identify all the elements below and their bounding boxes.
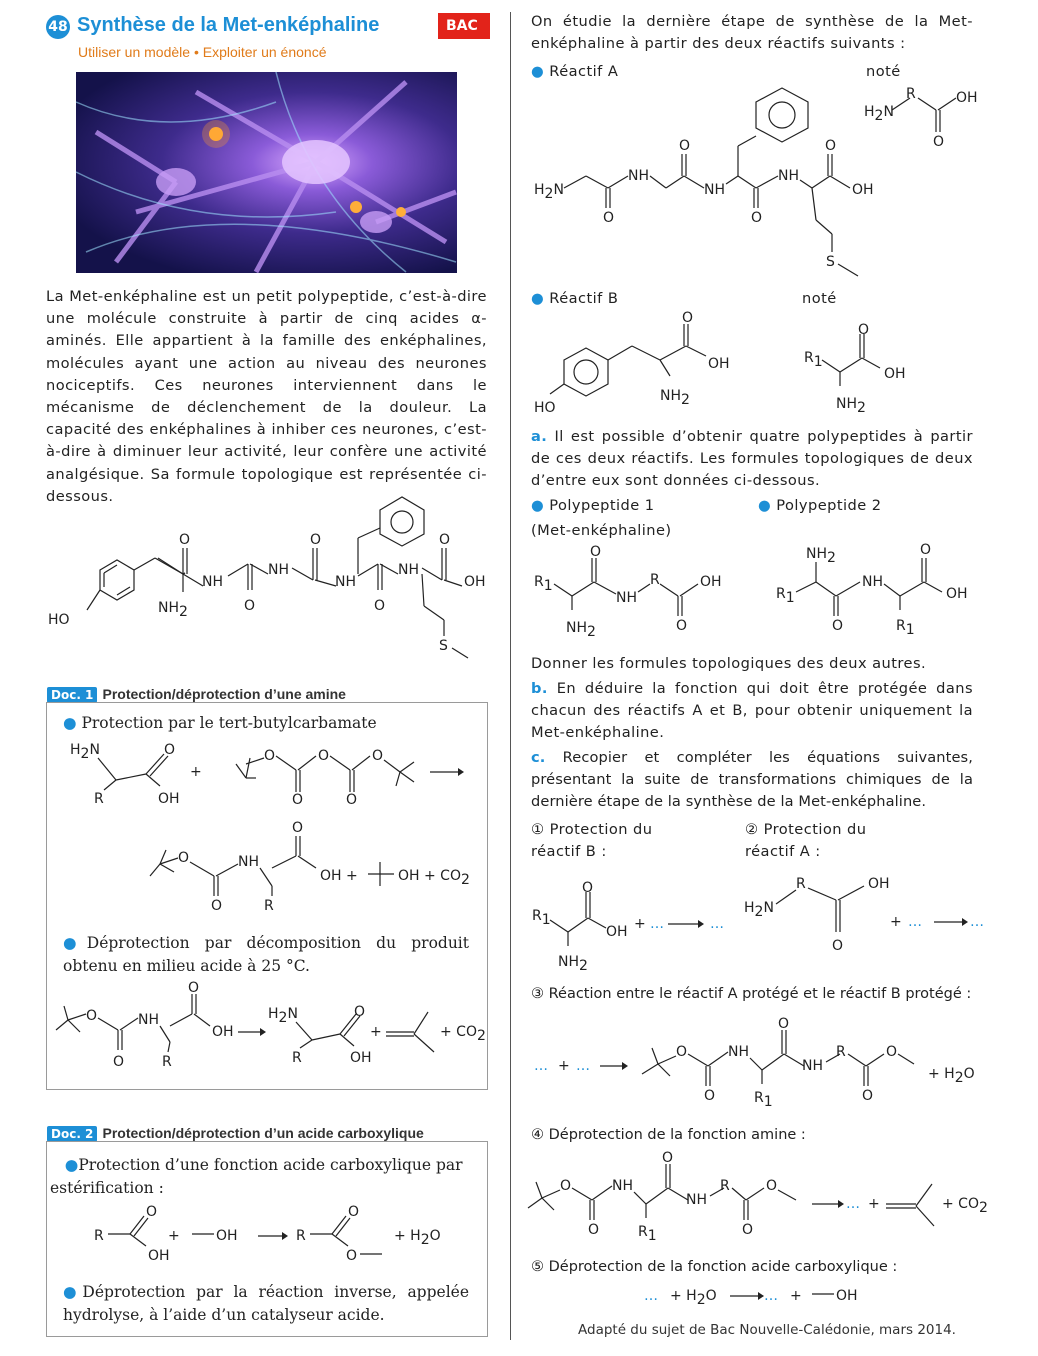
svg-text:NH: NH xyxy=(616,590,637,606)
svg-text:R1: R1 xyxy=(754,1090,773,1110)
svg-text:O: O xyxy=(582,880,594,896)
reactif-b-text: Réactif B xyxy=(549,290,619,307)
bac-badge: BAC xyxy=(438,13,490,39)
svg-text:OH: OH xyxy=(708,356,730,372)
svg-text:R: R xyxy=(296,1228,306,1244)
svg-text:NH2: NH2 xyxy=(558,954,588,974)
svg-text:OH: OH xyxy=(852,182,874,198)
reactif-a-short-formula xyxy=(860,84,980,154)
doc1-protection-equation xyxy=(50,740,480,920)
svg-text:R: R xyxy=(264,898,274,914)
svg-text:O: O xyxy=(825,138,837,154)
reactif-b-note: noté xyxy=(802,290,837,307)
svg-text:O: O xyxy=(346,792,358,808)
doc1-title: Protection/déprotection d’une amine xyxy=(102,686,346,702)
svg-text:R1: R1 xyxy=(896,618,915,638)
svg-text:O: O xyxy=(588,1222,600,1238)
polypeptide2-structure xyxy=(776,540,986,640)
svg-text:R1: R1 xyxy=(776,586,795,606)
reactif-b-short-formula xyxy=(800,316,920,416)
reactif-a-label: ● Réactif A xyxy=(531,63,619,80)
doc1-header xyxy=(47,684,346,703)
svg-text:O: O xyxy=(292,820,304,836)
reactif-b-structure xyxy=(532,306,752,416)
svg-text:HO: HO xyxy=(534,400,556,416)
svg-text:O: O xyxy=(264,748,276,764)
svg-text:OH: OH xyxy=(946,586,968,602)
svg-text:R: R xyxy=(94,1228,104,1244)
svg-text:O: O xyxy=(832,618,844,634)
svg-text:OH: OH xyxy=(836,1288,858,1304)
svg-text:O: O xyxy=(676,618,688,634)
source-note: Adapté du sujet de Bac Nouvelle-Calédonie, mars 2014. xyxy=(578,1322,956,1338)
svg-text:O: O xyxy=(348,1204,360,1220)
svg-text:O: O xyxy=(318,748,330,764)
svg-text:NH2: NH2 xyxy=(836,396,866,416)
svg-text:…: … xyxy=(846,1196,860,1212)
svg-text:O: O xyxy=(164,742,176,758)
svg-text:+ H2O: + H2O xyxy=(670,1288,717,1308)
svg-text:O: O xyxy=(662,1150,674,1166)
svg-text:NH: NH xyxy=(335,574,356,590)
polypeptide2-label: ● Polypeptide 2 xyxy=(758,497,882,514)
svg-text:H2N: H2N xyxy=(534,182,564,202)
doc2-header xyxy=(47,1123,424,1142)
polypeptide1-text: Polypeptide 1 xyxy=(549,497,655,514)
polypeptide1-label: ● Polypeptide 1 xyxy=(531,497,655,514)
svg-text:O: O xyxy=(86,1008,98,1024)
question-b-label: b. xyxy=(531,680,548,697)
question-c-text: Recopier et compléter les équations suivantes, présentant la suite de transformations chimiques de la dernière étape de la synthèse de la Met-enképhaline. xyxy=(531,749,973,811)
svg-text:O: O xyxy=(858,322,870,338)
svg-text:…: … xyxy=(908,914,922,930)
step3-label: ③ Réaction entre le réactif A protégé et le réactif B protégé : xyxy=(531,986,972,1002)
svg-text:+: + xyxy=(868,1196,880,1212)
svg-text:OH: OH xyxy=(868,876,890,892)
polypeptide1-sub: (Met-enképhaline) xyxy=(531,522,672,539)
svg-text:OH: OH xyxy=(158,791,180,807)
svg-text:O: O xyxy=(560,1178,572,1194)
doc2-badge: Doc. 2 xyxy=(47,1126,97,1142)
svg-text:…: … xyxy=(576,1058,590,1074)
svg-text:+: + xyxy=(190,764,202,780)
svg-text:H2N: H2N xyxy=(70,742,100,762)
question-b xyxy=(531,678,973,745)
doc2-title: Protection/déprotection d’un acide carboxylique xyxy=(102,1125,424,1141)
svg-text:NH2: NH2 xyxy=(660,388,690,408)
reactif-b-label: ● Réactif B xyxy=(531,290,619,307)
doc2-bullet2-text: Déprotection par la réaction inverse, appelée hydrolyse, à l’aide d’un catalyseur acide. xyxy=(63,1283,469,1324)
svg-text:O: O xyxy=(346,1248,358,1264)
svg-text:R: R xyxy=(162,1054,172,1070)
question-b-text: En déduire la fonction qui doit être protégée dans chacun des réactifs A et B, pour obtenir uniquement la Met-enképhaline. xyxy=(531,680,973,742)
svg-text:NH: NH xyxy=(612,1178,633,1194)
svg-text:NH: NH xyxy=(778,168,799,184)
right-intro: On étudie la dernière étape de synthèse de la Met-enképhaline à partir des deux réactifs suivants : xyxy=(531,13,973,53)
exercise-number: 48 xyxy=(46,15,70,39)
svg-text:NH: NH xyxy=(628,168,649,184)
svg-text:+: + xyxy=(370,1024,382,1040)
svg-text:+: + xyxy=(634,916,646,932)
svg-text:NH: NH xyxy=(268,562,289,578)
doc1-bullet2: ●Déprotection par décomposition du produit obtenu en milieu acide à 25 °C. xyxy=(63,934,469,975)
svg-text:O: O xyxy=(113,1054,125,1070)
svg-text:R: R xyxy=(796,876,806,892)
doc2-bullet1: ●Protection d’une fonction acide carboxylique par estérification : xyxy=(50,1156,463,1197)
svg-text:R1: R1 xyxy=(638,1224,657,1244)
svg-text:NH: NH xyxy=(398,562,419,578)
svg-text:OH: OH xyxy=(884,366,906,382)
svg-text:+: + xyxy=(890,914,902,930)
doc2-bullet2: ●Déprotection par la réaction inverse, appelée hydrolyse, à l’aide d’un catalyseur acide. xyxy=(63,1283,469,1324)
svg-text:OH + CO2: OH + CO2 xyxy=(398,868,470,888)
svg-text:O: O xyxy=(603,210,615,226)
svg-text:O: O xyxy=(374,598,386,614)
svg-text:NH: NH xyxy=(728,1044,749,1060)
svg-text:O: O xyxy=(933,134,945,150)
doc2-esterification-equation xyxy=(90,1200,450,1270)
reactif-a-note: noté xyxy=(866,63,901,80)
doc1-deprotection-equation xyxy=(50,980,485,1080)
step1-label: ① Protection du réactif B : xyxy=(531,821,653,861)
svg-text:O: O xyxy=(179,532,191,548)
reactif-a-text: Réactif A xyxy=(549,63,619,80)
svg-text:…: … xyxy=(764,1288,778,1304)
svg-text:O: O xyxy=(292,792,304,808)
exercise-title: Synthèse de la Met-enképhaline xyxy=(77,14,380,36)
question-a-end: Donner les formules topologiques des deux autres. xyxy=(531,655,927,672)
doc1-bullet1: ● Protection par le tert-butylcarbamate xyxy=(63,714,377,732)
svg-text:O: O xyxy=(832,938,844,954)
svg-text:NH: NH xyxy=(704,182,725,198)
svg-text:O: O xyxy=(354,1004,366,1020)
question-c-label: c. xyxy=(531,749,546,766)
svg-text:O: O xyxy=(244,598,256,614)
svg-text:…: … xyxy=(534,1058,548,1074)
svg-text:O: O xyxy=(766,1178,778,1194)
svg-text:O: O xyxy=(704,1088,716,1104)
svg-text:O: O xyxy=(372,748,384,764)
svg-text:O: O xyxy=(590,544,602,560)
svg-text:NH2: NH2 xyxy=(158,600,188,620)
step3-equation xyxy=(530,1008,980,1108)
svg-text:NH: NH xyxy=(238,854,259,870)
svg-text:…: … xyxy=(644,1288,658,1304)
svg-text:OH: OH xyxy=(464,574,486,590)
question-a-text: Il est possible d’obtenir quatre polypeptides à partir de ces deux réactifs. Les formules topologiques de deux d’entre eux sont données ci-dessous. xyxy=(531,428,974,490)
svg-text:R1: R1 xyxy=(532,908,551,928)
svg-text:R: R xyxy=(94,791,104,807)
svg-text:OH: OH xyxy=(148,1248,170,1264)
svg-text:O: O xyxy=(310,532,322,548)
svg-text:O: O xyxy=(742,1222,754,1238)
doc1-bullet1-text: Protection par le tert-butylcarbamate xyxy=(81,714,377,732)
reactif-a-structure xyxy=(532,84,874,284)
svg-text:O: O xyxy=(178,850,190,866)
svg-text:NH: NH xyxy=(802,1058,823,1074)
svg-text:NH: NH xyxy=(686,1192,707,1208)
svg-text:+: + xyxy=(168,1228,180,1244)
svg-text:NH: NH xyxy=(138,1012,159,1028)
exercise-skills: Utiliser un modèle • Exploiter un énoncé xyxy=(78,44,327,60)
svg-text:+ CO2: + CO2 xyxy=(440,1024,486,1044)
svg-text:H2N: H2N xyxy=(744,900,774,920)
svg-text:+ H2O: + H2O xyxy=(394,1228,441,1248)
svg-text:R: R xyxy=(720,1178,730,1194)
svg-text:OH: OH xyxy=(700,574,722,590)
svg-text:…: … xyxy=(650,916,664,932)
svg-text:OH: OH xyxy=(216,1228,238,1244)
svg-text:OH: OH xyxy=(212,1024,234,1040)
svg-text:OH: OH xyxy=(606,924,628,940)
svg-text:OH +: OH + xyxy=(320,868,358,884)
step4-equation xyxy=(520,1146,990,1246)
svg-text:OH: OH xyxy=(956,90,978,106)
svg-text:R: R xyxy=(836,1044,846,1060)
exercise-header xyxy=(46,13,496,65)
step1-equation xyxy=(530,870,740,974)
svg-text:O: O xyxy=(676,1044,688,1060)
svg-text:…: … xyxy=(710,916,724,932)
svg-text:O: O xyxy=(439,532,451,548)
svg-text:NH: NH xyxy=(202,574,223,590)
svg-text:O: O xyxy=(751,210,763,226)
polypeptide1-structure xyxy=(532,540,732,640)
met-enkephaline-backbone xyxy=(40,488,500,668)
step5-label: ⑤ Déprotection de la fonction acide carboxylique : xyxy=(531,1259,898,1275)
question-c xyxy=(531,747,973,814)
svg-text:O: O xyxy=(778,1016,790,1032)
svg-text:R: R xyxy=(650,572,660,588)
svg-text:NH: NH xyxy=(862,574,883,590)
step4-label: ④ Déprotection de la fonction amine : xyxy=(531,1127,806,1143)
svg-text:R: R xyxy=(906,86,916,102)
svg-text:S: S xyxy=(439,638,448,654)
doc1-bullet2-text: Déprotection par décomposition du produit obtenu en milieu acide à 25 °C. xyxy=(63,934,469,975)
svg-text:+: + xyxy=(558,1058,570,1074)
svg-text:HO: HO xyxy=(48,612,70,628)
doc1-badge: Doc. 1 xyxy=(47,687,97,703)
svg-text:+ H2O: + H2O xyxy=(928,1066,975,1086)
doc2-bullet1-text: Protection d’une fonction acide carboxylique par estérification : xyxy=(50,1156,463,1197)
svg-text:O: O xyxy=(211,898,223,914)
svg-text:OH: OH xyxy=(350,1050,372,1066)
svg-text:O: O xyxy=(679,138,691,154)
svg-text:S: S xyxy=(826,254,835,270)
svg-text:R1: R1 xyxy=(804,350,823,370)
svg-text:O: O xyxy=(920,542,932,558)
question-a-label: a. xyxy=(531,428,548,445)
svg-text:H2N: H2N xyxy=(268,1006,298,1026)
step5-equation xyxy=(640,1280,880,1310)
svg-text:…: … xyxy=(970,914,984,930)
question-a xyxy=(531,426,973,493)
svg-text:NH2: NH2 xyxy=(566,620,596,640)
svg-text:+ CO2: + CO2 xyxy=(942,1196,988,1216)
svg-text:NH2: NH2 xyxy=(806,546,836,566)
svg-text:R1: R1 xyxy=(534,574,553,594)
step2-equation xyxy=(740,870,990,960)
bac-badge-arrow xyxy=(480,13,490,39)
step2-label: ② Protection du réactif A : xyxy=(745,821,867,861)
svg-text:O: O xyxy=(682,310,694,326)
neuron-image xyxy=(76,72,457,273)
polypeptide2-text: Polypeptide 2 xyxy=(776,497,882,514)
column-divider xyxy=(510,12,511,1340)
svg-text:O: O xyxy=(146,1204,158,1220)
svg-text:O: O xyxy=(886,1044,898,1060)
svg-text:R: R xyxy=(292,1050,302,1066)
intro-paragraph: La Met-enképhaline est un petit polypeptide, c’est-à-dire une molécule construite à partir de cinq acides α-aminés. Elle appartient à la famille des enképhalines, molécules ayant une action au niveau des neurones nociceptifs. Ces neurones interviennent dans le mécanisme de déclenchement de la douleur. La capacité des enképhalines à inhiber ces neurones, c’est-à-dire à diminuer leur activité, leur confère une activité analgésique. Sa formule topologique est représentée ci-dessous. xyxy=(46,288,487,505)
svg-text:+: + xyxy=(790,1288,802,1304)
svg-text:H2N: H2N xyxy=(864,104,894,124)
svg-text:O: O xyxy=(188,980,200,996)
svg-text:O: O xyxy=(862,1088,874,1104)
